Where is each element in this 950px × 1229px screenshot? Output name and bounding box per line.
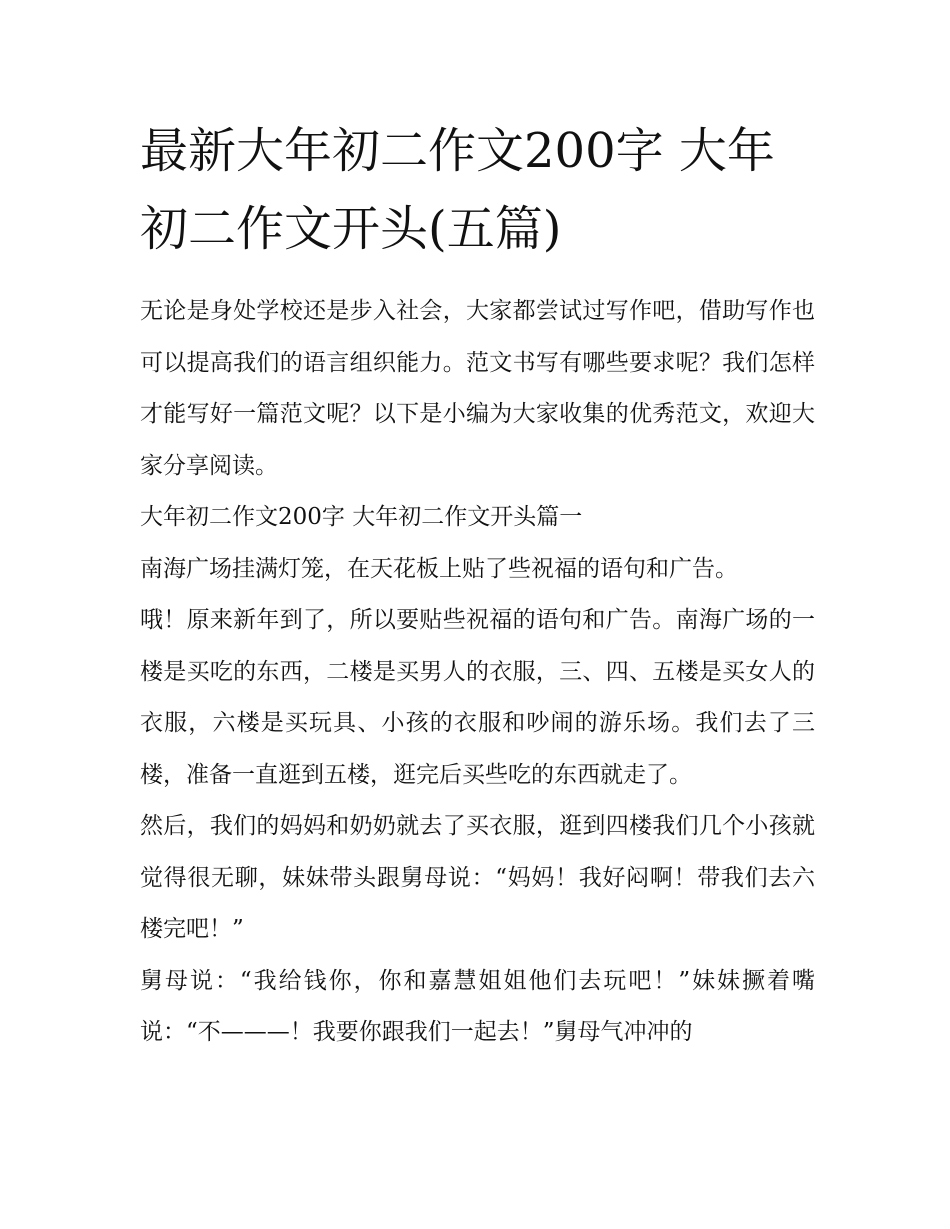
document-title: 最新大年初二作文200字 大年初二作文开头(五篇)	[140, 123, 775, 257]
body-paragraph: 然后，我们的妈妈和奶奶就去了买衣服，逛到四楼我们几个小孩就觉得很无聊，妹妹带头跟舅母说：“妈妈！我好闷啊！带我们去六楼完吧！”	[140, 813, 815, 942]
section-heading: 大年初二作文200字 大年初二作文开头篇一	[140, 504, 583, 530]
intro-paragraph: 无论是身处学校还是步入社会，大家都尝试过写作吧，借助写作也可以提高我们的语言组织能力。范文书写有哪些要求呢？我们怎样才能写好一篇范文呢？以下是小编为大家收集的优秀范文，欢迎大家分享阅读。	[140, 298, 815, 479]
body-paragraph: 哦！原来新年到了，所以要贴些祝福的语句和广告。南海广场的一楼是买吃的东西，二楼是买男人的衣服，三、四、五楼是买女人的衣服，六楼是买玩具、小孩的衣服和吵闹的游乐场。我们去了三楼，准备一直逛到五楼，逛完后买些吃的东西就走了。	[140, 607, 815, 788]
document-body	[140, 112, 815, 1059]
body-paragraph: 舅母说：“我给钱你，你和嘉慧姐姐他们去玩吧！”妹妹撅着嘴说：“不———！我要你跟我们一起去！”舅母气冲冲的	[140, 967, 815, 1045]
body-paragraph: 南海广场挂满灯笼，在天花板上贴了些祝福的语句和广告。	[140, 555, 738, 582]
